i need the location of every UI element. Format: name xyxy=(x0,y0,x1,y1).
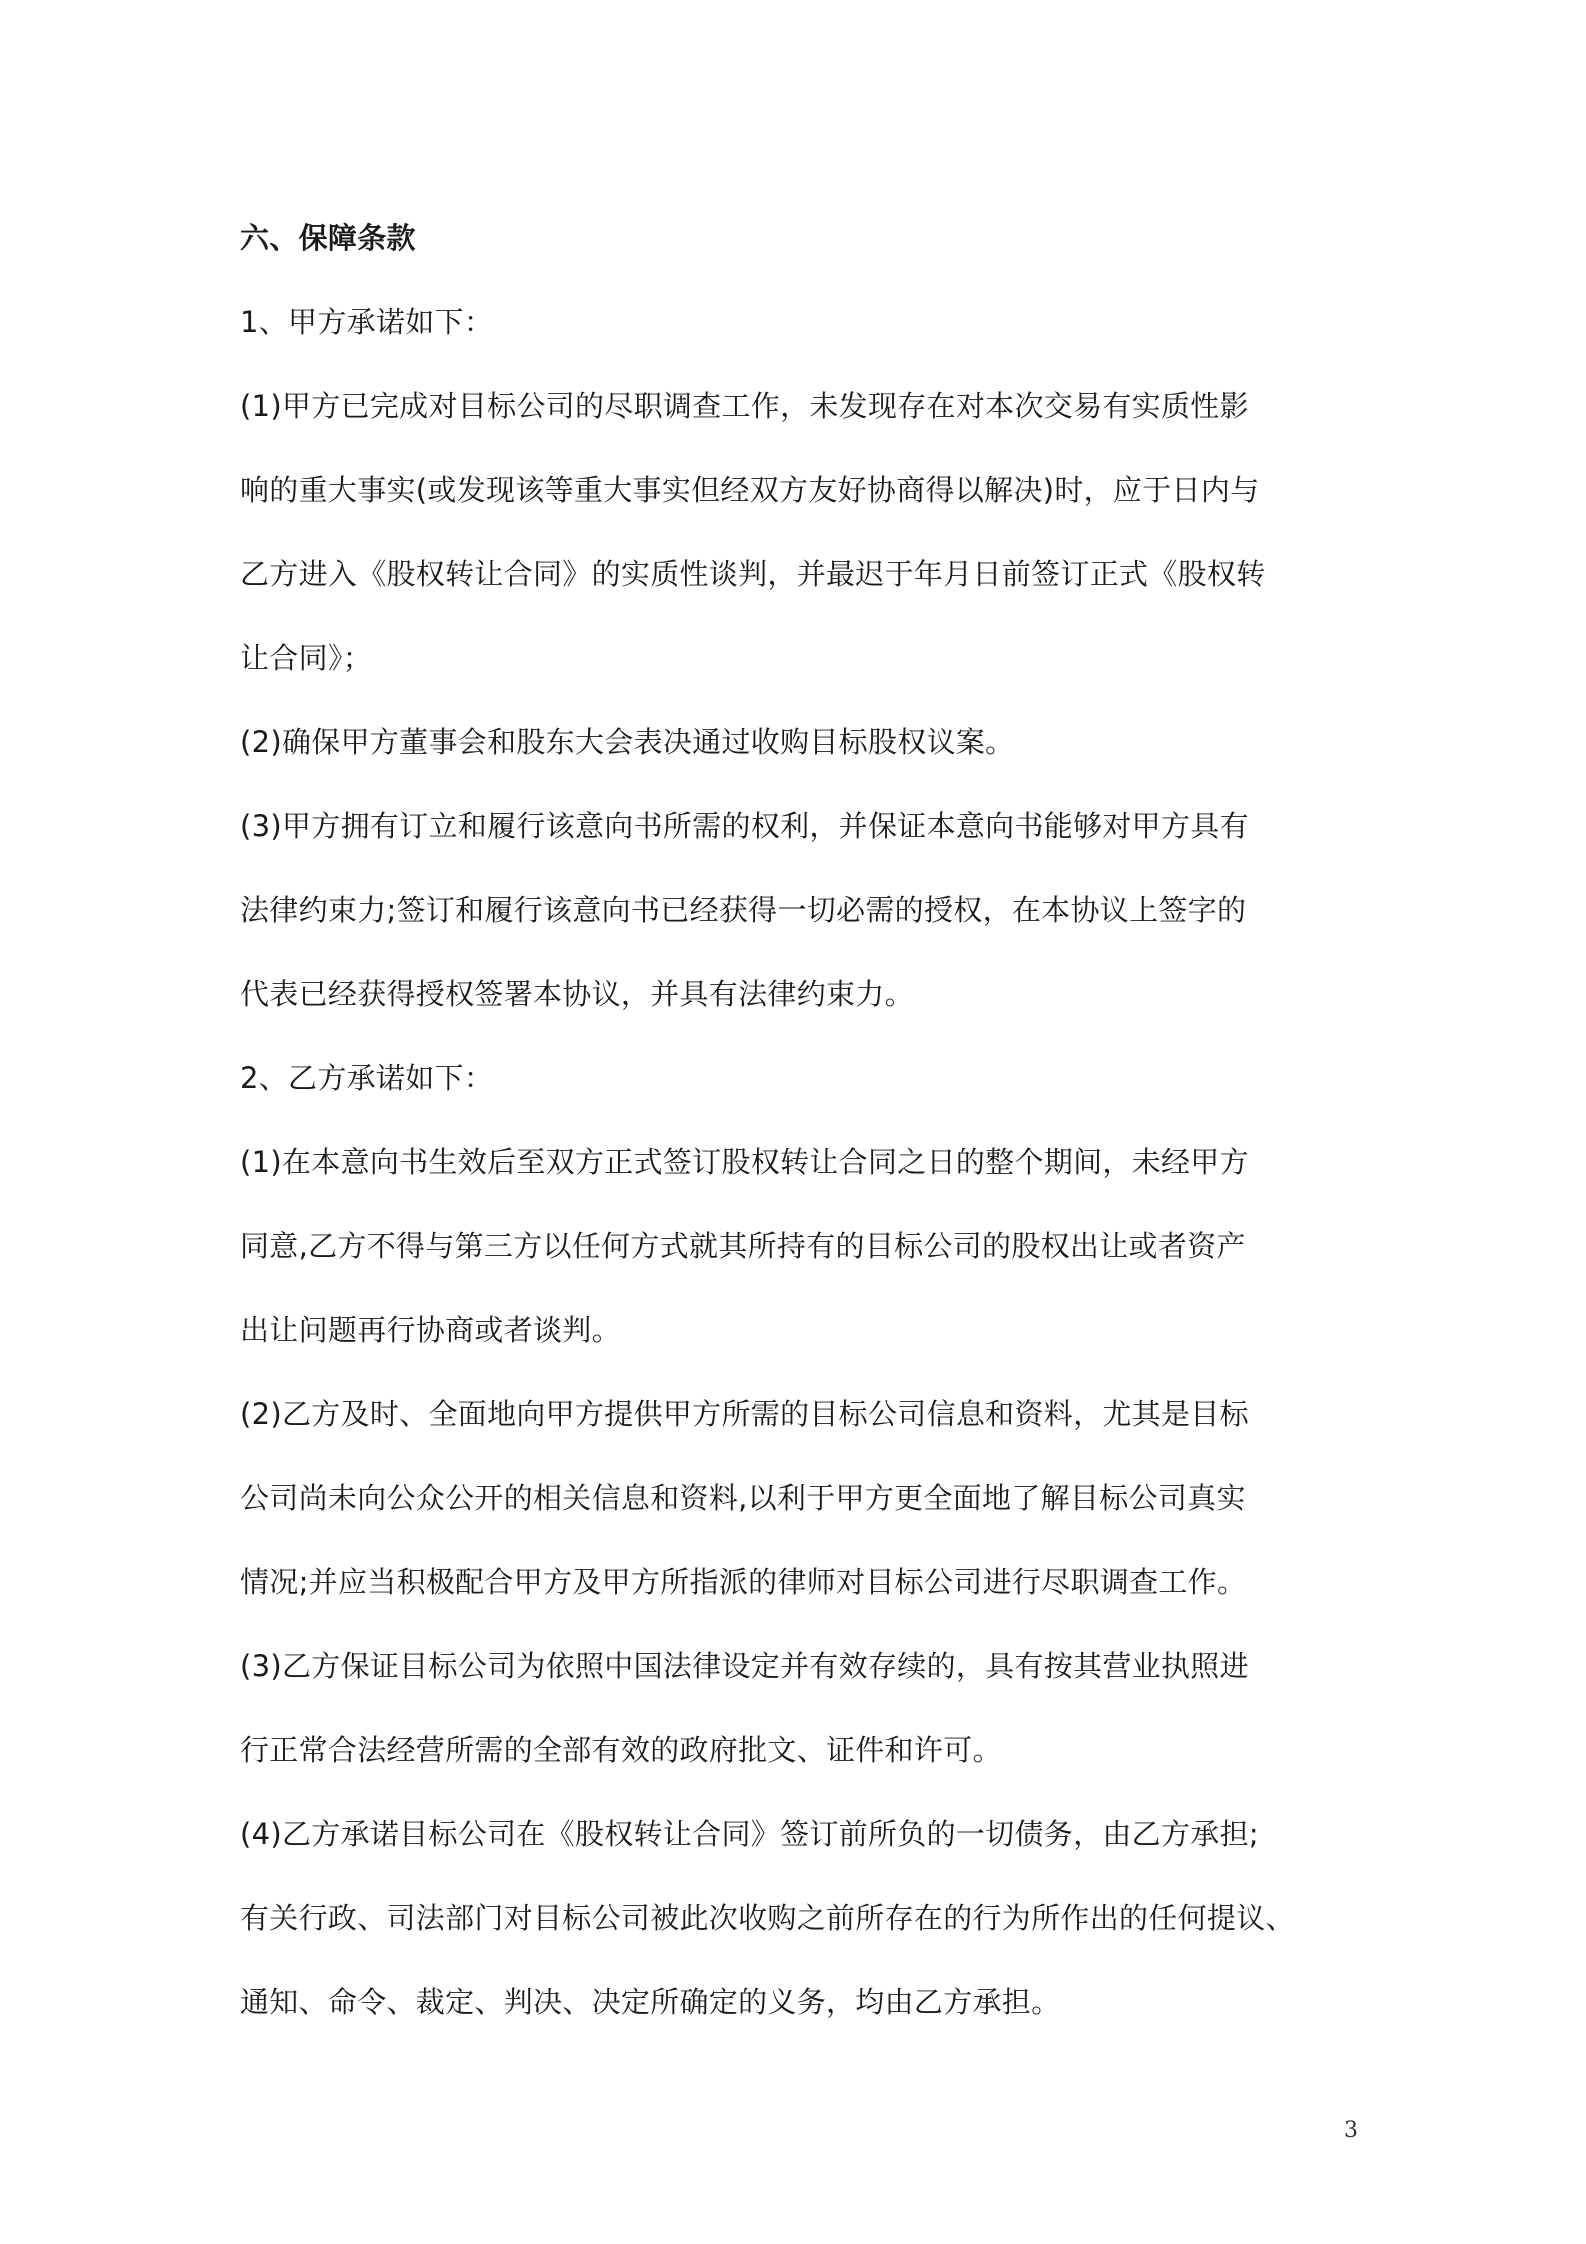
paragraph-line: 乙方进入《股权转让合同》的实质性谈判，并最迟于年月日前签订正式《股权转 xyxy=(240,557,1266,591)
paragraph-line: 出让问题再行协商或者谈判。 xyxy=(240,1313,621,1347)
clause-party-a-title: 1、甲方承诺如下： xyxy=(240,305,494,339)
paragraph-line: (1)在本意向书生效后至双方正式签订股权转让合同之日的整个期间，未经甲方 xyxy=(240,1145,1249,1179)
paragraph-line: (3)乙方保证目标公司为依照中国法律设定并有效存续的，具有按其营业执照进 xyxy=(240,1649,1249,1683)
paragraph-line: (3)甲方拥有订立和履行该意向书所需的权利，并保证本意向书能够对甲方具有 xyxy=(240,809,1249,843)
document-body xyxy=(240,196,1370,2044)
paragraph-line: 有关行政、司法部门对目标公司被此次收购之前所存在的行为所作出的任何提议、 xyxy=(240,1901,1295,1935)
paragraph-line: 让合同》； xyxy=(240,641,373,675)
page-number: 3 xyxy=(1344,2118,1358,2143)
paragraph-line: (1)甲方已完成对目标公司的尽职调查工作，未发现存在对本次交易有实质性影 xyxy=(240,389,1249,423)
paragraph-line: 行正常合法经营所需的全部有效的政府批文、证件和许可。 xyxy=(240,1733,1002,1767)
paragraph-line: 响的重大事实(或发现该等重大事实但经双方友好协商得以解决)时，应于日内与 xyxy=(240,473,1260,507)
paragraph-line: 公司尚未向公众公开的相关信息和资料,以利于甲方更全面地了解目标公司真实 xyxy=(240,1481,1246,1515)
paragraph-line: (4)乙方承诺目标公司在《股权转让合同》签订前所负的一切债务，由乙方承担; xyxy=(240,1817,1259,1851)
section-heading: 六、保障条款 xyxy=(240,221,416,255)
paragraph-line: 同意,乙方不得与第三方以任何方式就其所持有的目标公司的股权出让或者资产 xyxy=(240,1229,1246,1263)
paragraph-line: (2)乙方及时、全面地向甲方提供甲方所需的目标公司信息和资料，尤其是目标 xyxy=(240,1397,1249,1431)
paragraph-line: 情况;并应当积极配合甲方及甲方所指派的律师对目标公司进行尽职调查工作。 xyxy=(240,1565,1247,1599)
paragraph-line: (2)确保甲方董事会和股东大会表决通过收购目标股权议案。 xyxy=(240,725,1015,759)
paragraph-line: 法律约束力;签订和履行该意向书已经获得一切必需的授权，在本协议上签字的 xyxy=(240,893,1247,927)
paragraph-line: 通知、命令、裁定、判决、决定所确定的义务，均由乙方承担。 xyxy=(240,1985,1061,2019)
paragraph-line: 代表已经获得授权签署本协议，并具有法律约束力。 xyxy=(240,977,914,1011)
clause-party-b-title: 2、乙方承诺如下： xyxy=(240,1061,494,1095)
